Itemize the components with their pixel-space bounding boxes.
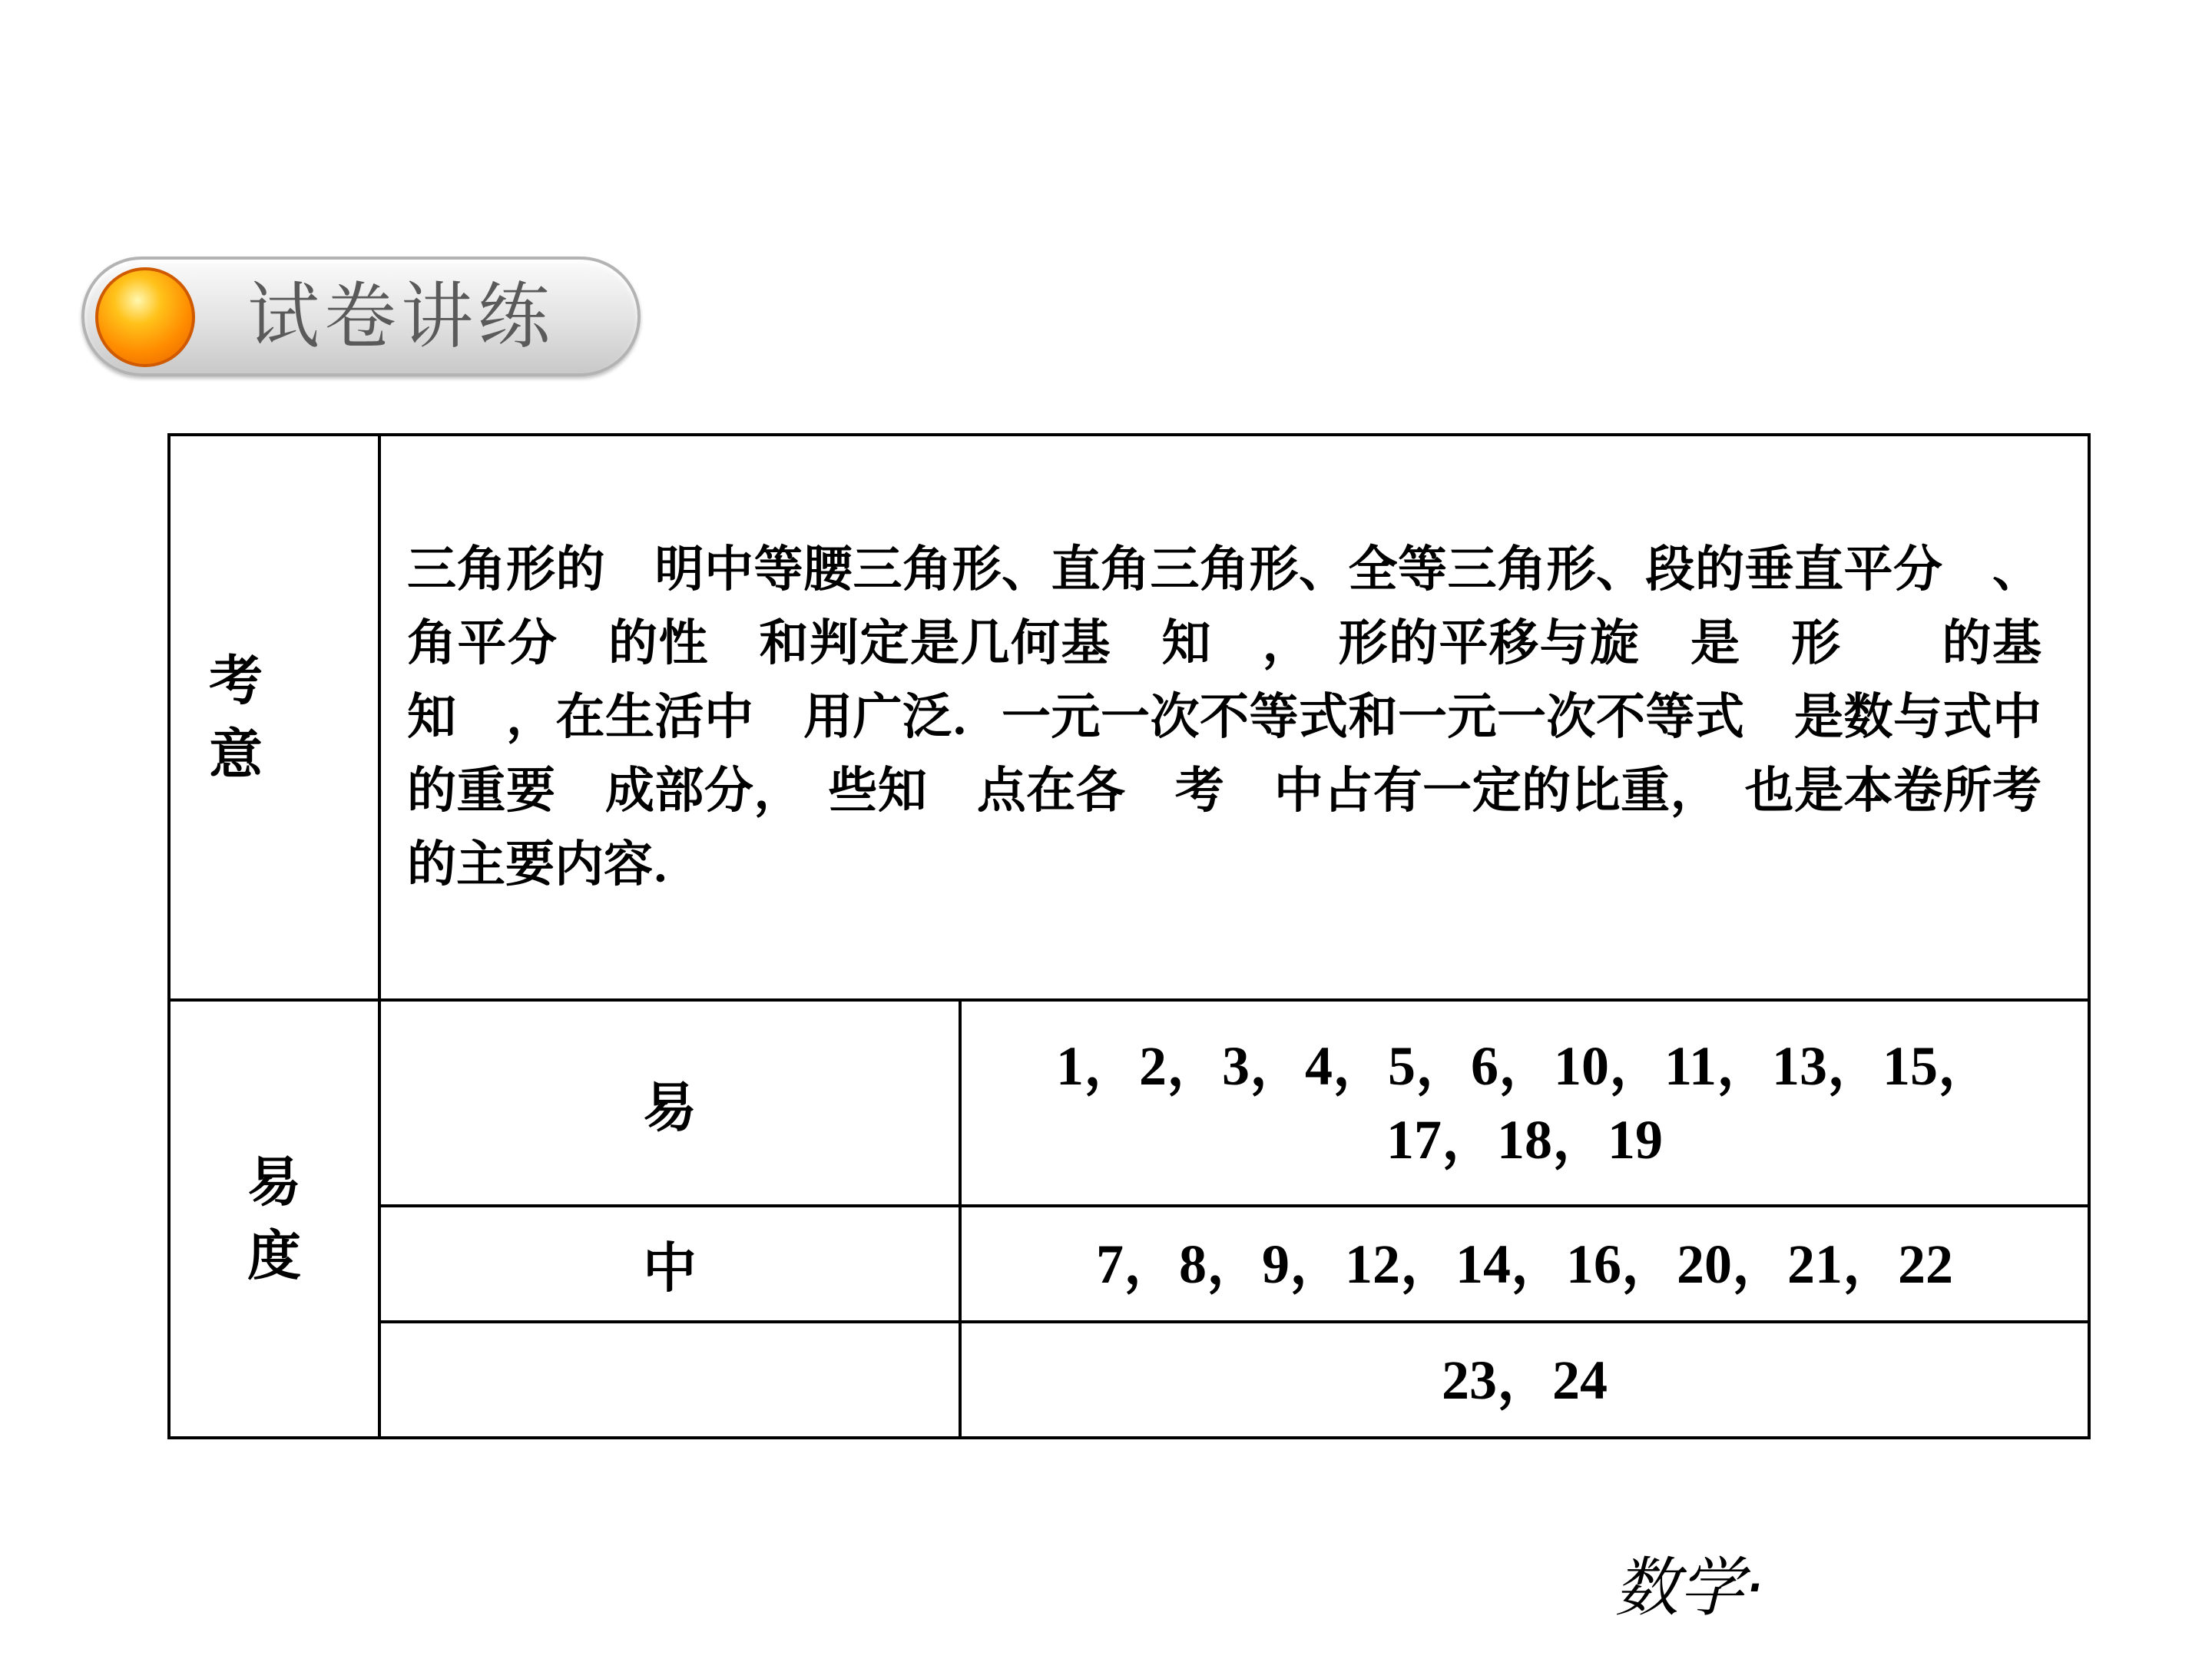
section-header — [81, 257, 641, 376]
table-row — [169, 1322, 2089, 1438]
level-hard — [379, 1322, 960, 1438]
table-row — [169, 1206, 2089, 1322]
row-label-difficulty: 易 度 — [169, 1000, 379, 1438]
info-table — [167, 433, 2091, 1439]
questions-easy: 1，2，3，4，5，6，10，11，13，15，17，18，19 — [960, 1000, 2089, 1206]
description-text: 三角形的 明中等腰三角形、直角三角形、全等三角形、段的垂直平分 、角平分 的性 和判定是几何基 知 ， 形的平移与旋 是 形 的基 知 ，在生活中 用广泛．一元一次不等式和一元一次不等式 是数与式中的重要 成部分， 些知 点在各 考 中占有一定的比重， 也是本卷所考 的主要内容． — [379, 435, 2089, 1000]
questions-medium: 7，8，9，12，14，16，20，21，22 — [960, 1206, 2089, 1322]
level-medium: 中 — [379, 1206, 960, 1322]
table-row — [169, 435, 2089, 1000]
section-title: 试卷讲练 — [247, 275, 555, 359]
table-row — [169, 1000, 2089, 1206]
footer-subject: 数学· — [1614, 1550, 1764, 1625]
orange-bullet-icon — [95, 267, 195, 367]
row-label-kaoyi: 考 意 — [169, 435, 379, 1000]
questions-hard: 23，24 — [960, 1322, 2089, 1438]
level-easy: 易 — [379, 1000, 960, 1206]
